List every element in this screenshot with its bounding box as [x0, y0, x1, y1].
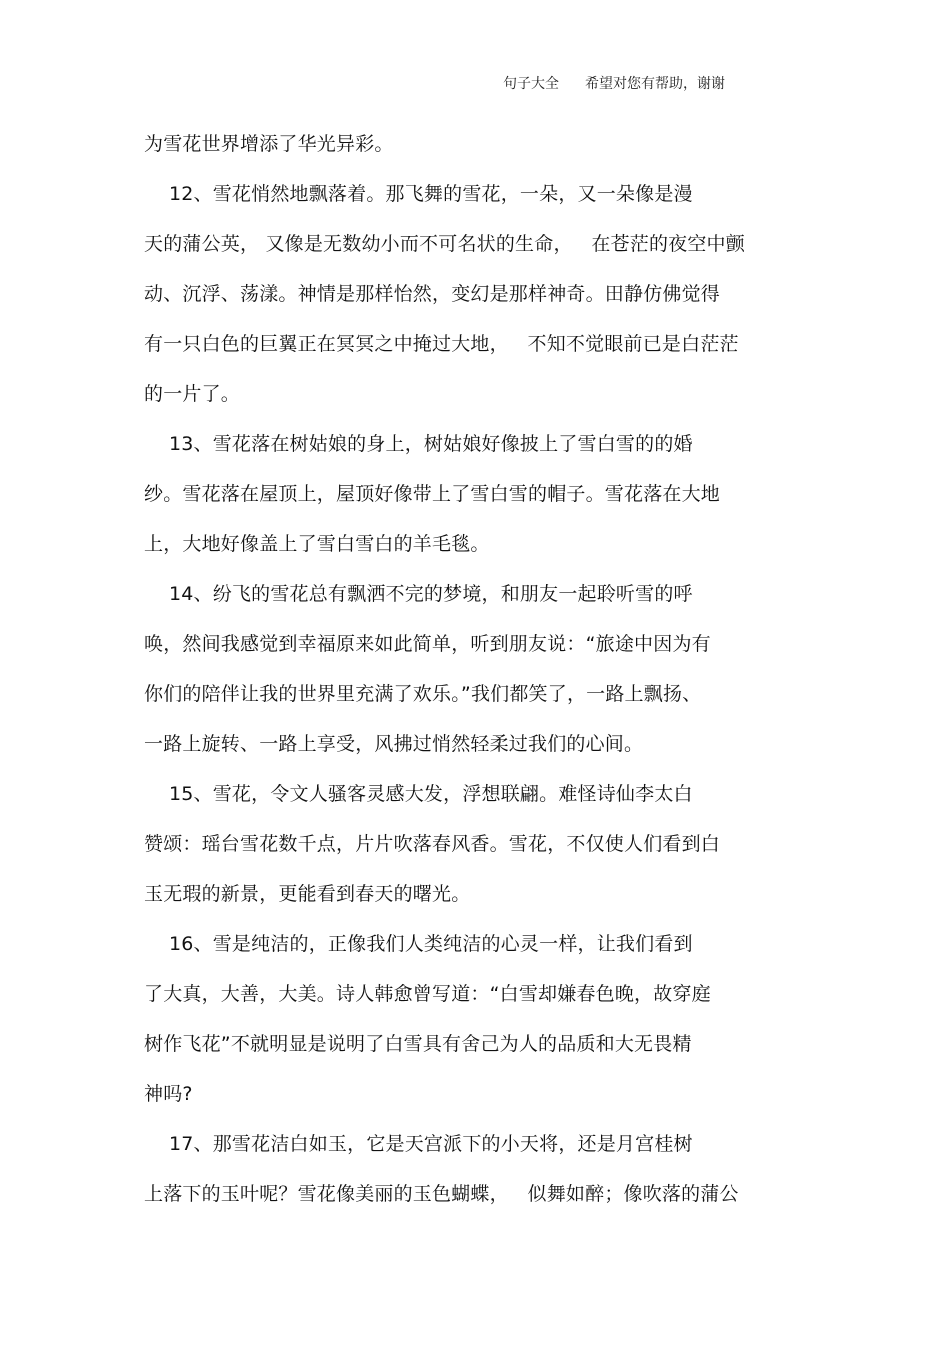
text-line: 上，大地好像盖上了雪白雪白的羊毛毯。 — [144, 533, 490, 555]
text-line: 神吗? — [144, 1083, 193, 1105]
text-line: 17、那雪花洁白如玉，它是天宫派下的小天将，还是月宫桂树 — [144, 1133, 693, 1155]
text-line: 上落下的玉叶呢？雪花像美丽的玉色蝴蝶， 似舞如醉；像吹落的蒲公 — [144, 1183, 739, 1205]
text-line: 树作飞花”不就明显是说明了白雪具有舍己为人的品质和大无畏精 — [144, 1033, 692, 1055]
text-line: 15、雪花，令文人骚客灵感大发，浮想联翩。难怪诗仙李太白 — [144, 783, 693, 805]
text-line: 天的蒲公英， 又像是无数幼小而不可名状的生命， 在苍茫的夜空中颤 — [144, 233, 745, 255]
page-header — [503, 74, 725, 94]
text-line: 12、雪花悄然地飘落着。那飞舞的雪花，一朵，又一朵像是漫 — [144, 183, 693, 205]
text-line: 唤，然间我感觉到幸福原来如此简单，听到朋友说：“旅途中因为有 — [144, 633, 711, 655]
text-line: 玉无瑕的新景，更能看到春天的曙光。 — [144, 883, 471, 905]
text-line: 你们的陪伴让我的世界里充满了欢乐。”我们都笑了，一路上飘扬、 — [144, 683, 702, 705]
text-line: 13、雪花落在树姑娘的身上，树姑娘好像披上了雪白雪的的婚 — [144, 433, 693, 455]
text-line: 纱。雪花落在屋顶上，屋顶好像带上了雪白雪的帽子。雪花落在大地 — [144, 483, 721, 505]
text-line: 16、雪是纯洁的，正像我们人类纯洁的心灵一样，让我们看到 — [144, 933, 693, 955]
text-line: 动、沉浮、荡漾。神情是那样怡然，变幻是那样神奇。田静仿佛觉得 — [144, 283, 721, 305]
text-line: 为雪花世界增添了华光异彩。 — [144, 133, 394, 155]
text-line: 一路上旋转、一路上享受，风拂过悄然轻柔过我们的心间。 — [144, 733, 644, 755]
text-line: 的一片了。 — [144, 383, 241, 405]
header-note: 希望对您有帮助，谢谢 — [585, 76, 725, 92]
header-site-name: 句子大全 — [503, 76, 559, 92]
text-line: 赞颂：瑶台雪花数千点，片片吹落春风香。雪花，不仅使人们看到白 — [144, 833, 721, 855]
text-line: 了大真，大善，大美。诗人韩愈曾写道：“白雪却嫌春色晚，故穿庭 — [144, 983, 711, 1005]
text-line: 14、纷飞的雪花总有飘洒不完的梦境，和朋友一起聆听雪的呼 — [144, 583, 693, 605]
text-line: 有一只白色的巨翼正在冥冥之中掩过大地， 不知不觉眼前已是白茫茫 — [144, 333, 739, 355]
